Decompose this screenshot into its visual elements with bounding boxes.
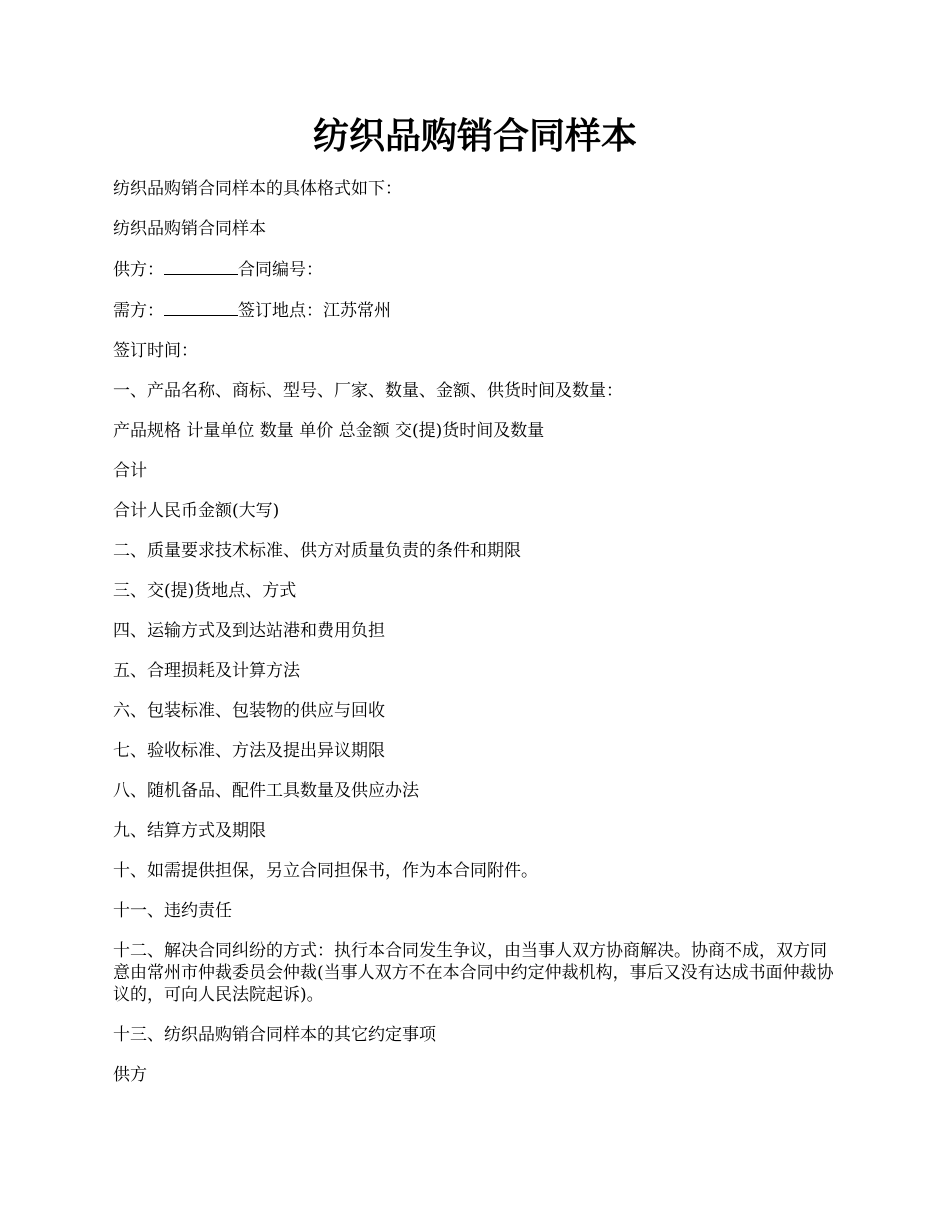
clause-paragraph: 十一、违约责任 [113, 901, 232, 921]
supplier-line [113, 258, 838, 281]
buyer-label: 需方： [113, 301, 164, 321]
signing-place-label: 签订地点：江苏常州 [238, 301, 391, 321]
signing-time-line: 签订时间： [113, 341, 198, 361]
clause-paragraph: 产品规格 计量单位 数量 单价 总金额 交(提)货时间及数量 [113, 421, 545, 441]
intro-paragraph: 纺织品购销合同样本的具体格式如下： [113, 179, 402, 199]
clause-paragraph: 供方 [113, 1065, 147, 1085]
subtitle-paragraph: 纺织品购销合同样本 [113, 219, 266, 239]
buyer-line [113, 299, 838, 322]
document-title: 纺织品购销合同样本 [312, 115, 637, 157]
clause-paragraph: 七、验收标准、方法及提出异议期限 [113, 741, 385, 761]
clause-paragraph: 二、质量要求技术标准、供方对质量负责的条件和期限 [113, 541, 521, 561]
clause-paragraph: 四、运输方式及到达站港和费用负担 [113, 621, 385, 641]
clause-paragraph: 三、交(提)货地点、方式 [113, 581, 297, 601]
clause-paragraph: 六、包装标准、包装物的供应与回收 [113, 701, 385, 721]
document-body [113, 178, 838, 1104]
supplier-blank [164, 258, 238, 275]
clause-paragraph: 一、产品名称、商标、型号、厂家、数量、金额、供货时间及数量： [113, 381, 623, 401]
clause-paragraph: 合计人民币金额(大写) [113, 501, 280, 521]
clause-paragraph: 十三、纺织品购销合同样本的其它约定事项 [113, 1025, 436, 1045]
clause-paragraph: 九、结算方式及期限 [113, 821, 266, 841]
clause-paragraph: 八、随机备品、配件工具数量及供应办法 [113, 781, 419, 801]
buyer-blank [164, 299, 238, 316]
clause-paragraph: 十二、解决合同纠纷的方式：执行本合同发生争议，由当事人双方协商解决。协商不成，双方同意由常州市仲裁委员会仲裁(当事人双方不在本合同中约定仲裁机构，事后又没有达成书面仲裁协议的，可向人民法院起诉)。 [113, 941, 834, 1005]
contract-number-label: 合同编号： [238, 260, 323, 280]
clause-paragraph: 五、合理损耗及计算方法 [113, 661, 300, 681]
supplier-label: 供方： [113, 260, 164, 280]
clause-paragraph: 合计 [113, 461, 147, 481]
clause-paragraph: 十、如需提供担保，另立合同担保书，作为本合同附件。 [113, 861, 538, 881]
